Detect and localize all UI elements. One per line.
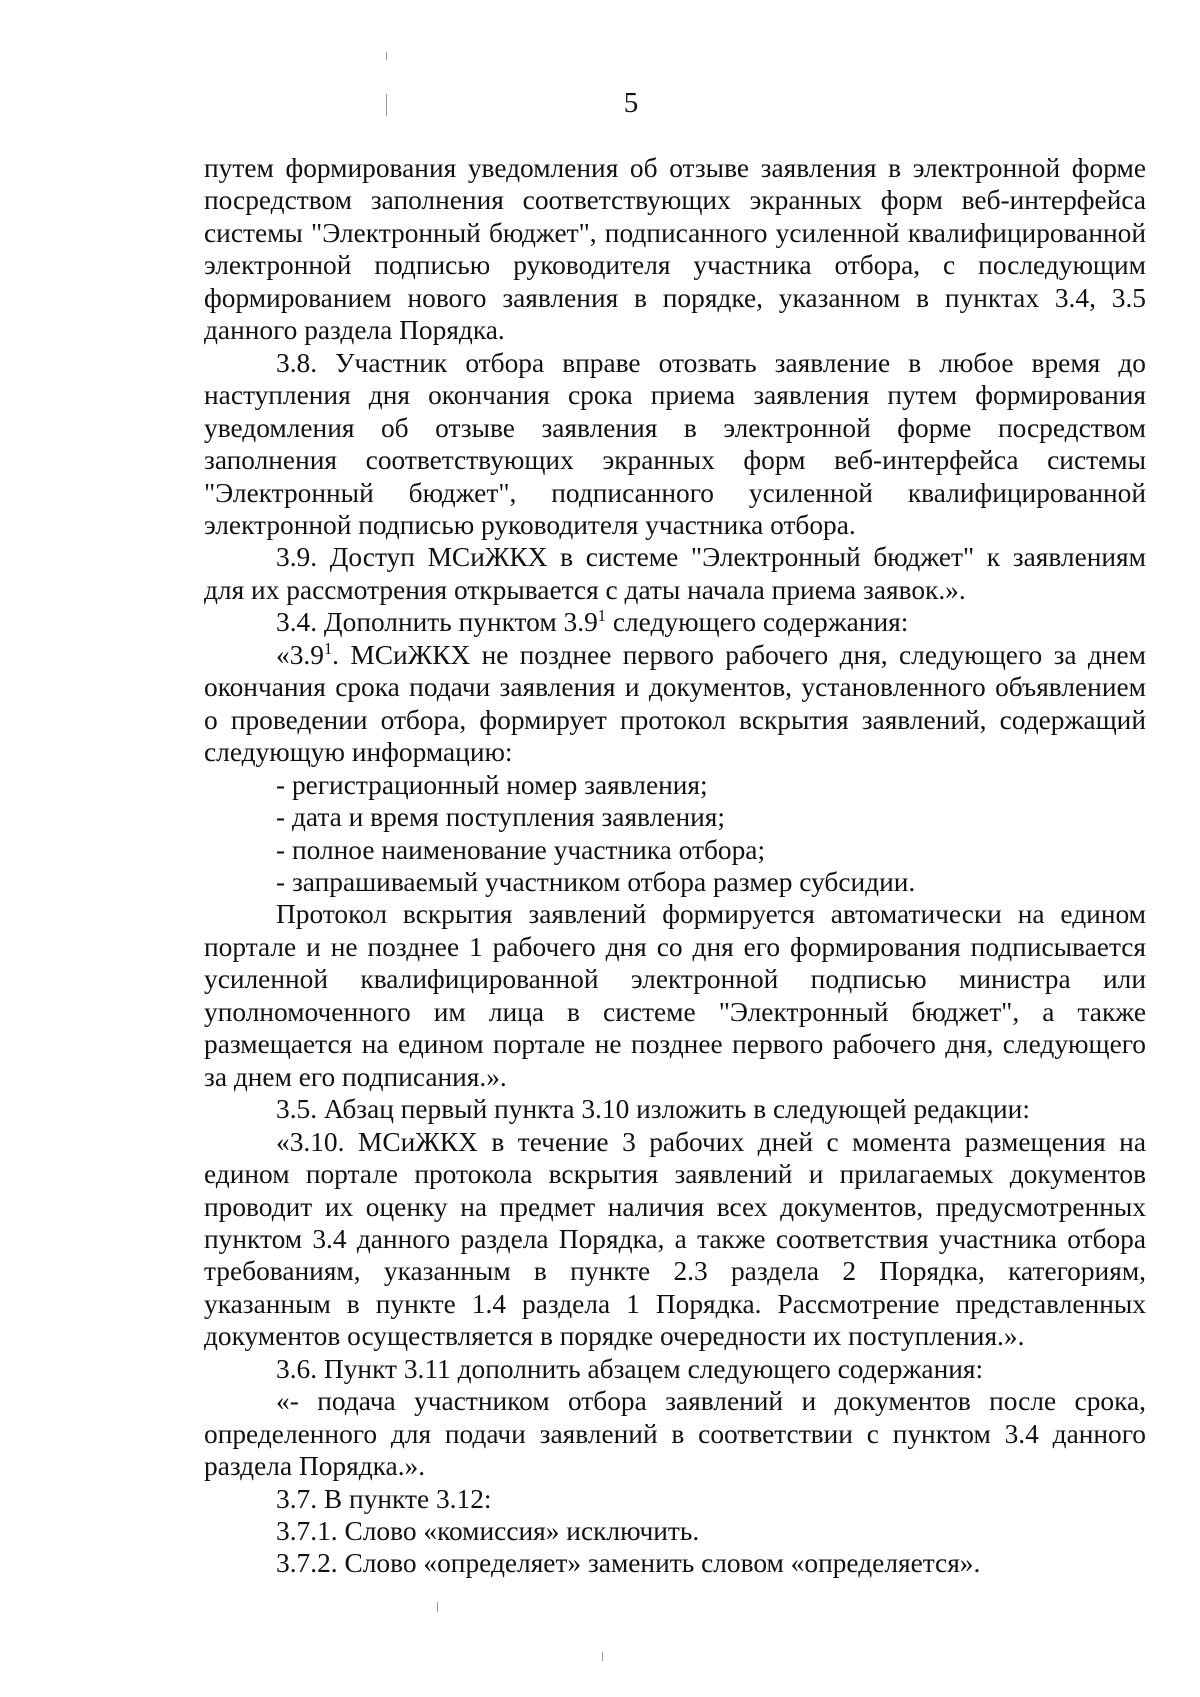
paragraph: 3.8. Участник отбора вправе отозвать заявление в любое время до наступления дня окончания срока приема заявления путем формирования уведомления об отзыве заявления в электронной форме посредством заполнения соответствующих экранных форм веб-интерфейса системы "Электронный бюджет", подписанного усиленной квалифицированной электронной подписью руководителя участника отбора. <box>204 347 1146 540</box>
paragraph-text: «3.9 <box>276 639 324 670</box>
paragraph: Протокол вскрытия заявлений формируется автоматически на едином портале и не позднее 1 рабочего дня со дня его формирования подписывается усиленной квалифицированной электронной подписью министра или уполномоченного им лица в системе "Электронный бюджет", а также размещается на едином портале не позднее первого рабочего дня, следующего за днем его подписания.». <box>204 899 1146 1092</box>
paragraph-text: . МСиЖКХ не позднее первого рабочего дня, следующего за днем окончания срока подачи заявления и документов, установленного объявлением о проведении отбора, формирует протокол вскрытия заявлений, содержащий следующую информацию: <box>204 639 1146 768</box>
paragraph: 3.6. Пункт 3.11 дополнить абзацем следующего содержания: <box>276 1353 984 1384</box>
paragraph <box>204 606 1146 638</box>
paragraph: 3.7.2. Слово «определяет» заменить словом «определяется». <box>276 1548 981 1579</box>
scan-artifact-mark <box>437 1602 438 1612</box>
paragraph: 3.9. Доступ МСиЖКХ в системе "Электронный бюджет" к заявлениям для их рассмотрения открывается с даты начала приема заявок.». <box>204 542 1146 605</box>
list-item: - регистрационный номер заявления; <box>276 769 708 800</box>
paragraph: 3.7. В пункте 3.12: <box>276 1483 492 1514</box>
paragraph: путем формирования уведомления об отзыве заявления в электронной форме посредством заполнения соответствующих экранных форм веб-интерфейса системы "Электронный бюджет", подписанного усиленной квалифицированной электронной подписью руководителя участника отбора, с последующим формированием нового заявления в порядке, указанном в пунктах 3.4, 3.5 данного раздела Порядка. <box>204 153 1146 346</box>
paragraph: 3.7.1. Слово «комиссия» исключить. <box>276 1516 700 1547</box>
paragraph-text: следующего содержания: <box>605 607 909 638</box>
list-item: - дата и время поступления заявления; <box>276 802 725 833</box>
scan-artifact-mark <box>386 52 387 60</box>
document-text <box>204 152 1146 1580</box>
paragraph: «- подача участником отбора заявлений и документов после срока, определенного для подачи заявлений в соответствии с пунктом 3.4 данного раздела Порядка.». <box>204 1386 1146 1482</box>
superscript: 1 <box>597 606 606 626</box>
page-number: 5 <box>623 87 639 119</box>
paragraph: «3.10. МСиЖКХ в течение 3 рабочих дней с момента размещения на едином портале протокола вскрытия заявлений и прилагаемых документов проводит их оценку на предмет наличия всех документов, предусмотренных пунктом 3.4 данного раздела Порядка, а также соответствия участника отбора требованиям, указанным в пункте 2.3 раздела 2 Порядка, категориям, указанным в пункте 1.4 раздела 1 Порядка. Рассмотрение представленных документов осуществляется в порядке очередности их поступления.». <box>204 1126 1146 1352</box>
scan-artifact-mark <box>602 1652 603 1661</box>
paragraph <box>204 639 1146 769</box>
paragraph: 3.5. Абзац первый пункта 3.10 изложить в следующей редакции: <box>276 1094 1030 1125</box>
list-item: - полное наименование участника отбора; <box>276 834 766 865</box>
list-item: - запрашиваемый участником отбора размер субсидии. <box>276 866 916 897</box>
paragraph-text: 3.4. Дополнить пунктом 3.9 <box>276 607 598 638</box>
superscript: 1 <box>323 638 333 658</box>
